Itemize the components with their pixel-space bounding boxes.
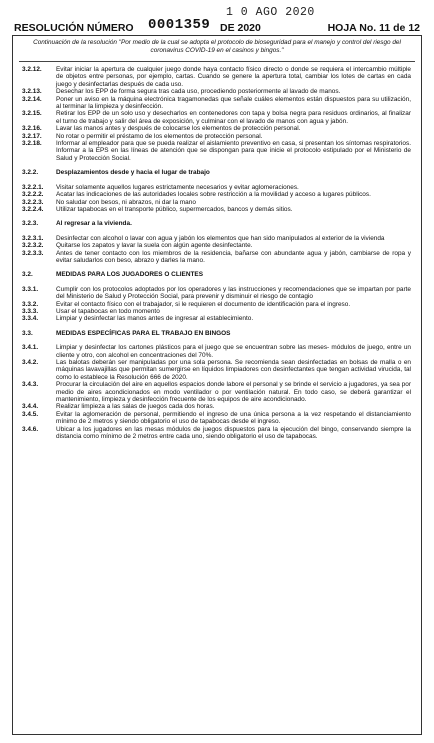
list-item [22,133,411,140]
resolution-year: DE 2020 [220,22,261,34]
item-text: Desplazamientos desde y hacia el lugar de trabajo [56,169,210,177]
list-item [22,191,411,198]
list-item [22,140,411,162]
item-number: 3.2.2.1. [22,183,44,191]
list-item [22,426,411,441]
item-number: 3.2.12. [22,66,42,73]
list-item [22,411,411,426]
spacer [22,264,411,271]
item-text: Poner un aviso en la máquina electrónica tragamonedas que señale cuáles elementos están dispuestos para su utilización, al terminar la limpieza y desinfección. [56,95,411,111]
item-text: Las balotas deberán ser manipuladas por una sola persona. Se recomienda sean desinfectadas en bolsas de malla o en máquinas lavavajillas que permitan sumergirse en líquidos limpiadores con desinfectantes que tengan actividad virucida, tal como lo establece la Resolución 666 de 2020. [56,359,411,381]
item-number: 3.4.2. [22,359,39,366]
item-number: 3.2.2.2. [22,191,44,199]
item-text: Evitar el contacto físico con el trabajador, si le requieren el documento de identificación para el ingreso. [56,300,351,308]
item-text: Evitar la aglomeración de personal, permitiendo el ingreso de una única persona a la vez respetando el distanciamiento mínimo de 2 metros y siendo obligatorio el uso de tapabocas desde el ingreso. [56,410,411,426]
item-number: 3.2.2. [22,169,39,177]
spacer [22,228,411,235]
spacer [22,279,411,286]
list-item [22,96,411,111]
list-item [22,381,411,403]
document-header [14,19,420,35]
item-number: 3.4.3. [22,381,39,389]
item-text: Visitar solamente aquellos lugares estrictamente necesarios y evitar aglomeraciones. [56,183,299,191]
spacer [22,162,411,169]
item-number: 3.4.5. [22,410,39,418]
item-text: MEDIDAS PARA LOS JUGADORES O CLIENTES [56,271,204,279]
section-heading [22,169,411,176]
list-item [22,184,411,191]
item-number: 3.3.4. [22,315,39,323]
item-text: Limpiar y desinfectar las manos antes de ingresar al establecimiento. [56,315,254,323]
item-text: Desinfectar con alcohol o lavar con agua y jabón los elementos que han sido manipulados al exterior de la vivienda [56,234,385,242]
item-number: 3.2.13. [22,88,42,96]
item-number: 3.4.4. [22,403,39,411]
item-text: MEDIDAS ESPECÍFICAS PARA EL TRABAJO EN BINGOS [56,329,231,337]
item-text: Procurar la circulación del aire en aquellos espacios donde labore el personal y se brinde el servicio a jugadores, ya sea por medio de aires acondicionados en modo ventilador o por ventilación natural. En todo caso, se deberá garantizar el mantenimiento, limpieza y desinfección frecuente de los equipos de aire acondicionado. [56,381,411,404]
item-number: 3.2.3.1. [22,234,44,242]
item-number: 3.4.6. [22,425,39,433]
document-body [22,66,411,440]
item-text: Cumplir con los protocolos adoptados por los operadores y las instrucciones y recomendaciones que se impartan por parte del Ministerio de Salud y Protección Social, para prevenir y disminuir el riesgo de contagio [56,285,411,301]
item-text: Acatar las indicaciones de las autoridades locales sobre restricción a la movilidad y acceso a lugares públicos. [56,191,371,199]
item-text: Retirar los EPP de un solo uso y desecharlos en contenedores con tapa y bolsa negra para residuos ordinarios, al finalizar el turno de trabajo y salir del área de exposición, y culminar con el lavado de manos con agua y jabón. [56,110,411,125]
spacer [22,213,411,220]
list-item [22,344,411,359]
section-heading [22,271,411,278]
item-number: 3.4.1. [22,344,39,352]
item-text: Utilizar tapabocas en el transporte público, supermercados, bancos y demás sitios. [56,205,293,213]
item-text: No saludar con besos, ni abrazos, ni dar la mano [56,198,196,206]
spacer [22,323,411,330]
item-text: Quitarse los zapatos y lavar la suela con algún agente desinfectante. [56,242,253,250]
spacer [22,177,411,184]
item-number: 3.2.18. [22,140,42,148]
section-heading [22,220,411,227]
spacer [22,337,411,344]
item-number: 3.2.3.2. [22,242,44,250]
item-text: Limpiar y desinfectar los cartones plásticos para el juego que se encuentran sobre las meses- módulos de juego, entre un cliente y otro, con alcohol en concentraciones del 70%. [56,344,411,359]
list-item [22,315,411,322]
list-item [22,286,411,301]
section-heading [22,330,411,337]
list-item [22,235,411,242]
item-number: 3.3.2. [22,300,39,308]
list-item [22,359,411,381]
item-number: 3.2.17. [22,132,42,140]
item-text: Usar el tapabocas en todo momento [56,307,160,315]
item-number: 3.2.3. [22,220,39,228]
item-number: 3.2.2.3. [22,198,44,206]
list-item [22,125,411,132]
list-item [22,88,411,95]
item-text: Realizar limpieza a las salas de juegos cada dos horas. [56,403,215,411]
item-text: Evitar iniciar la apertura de cualquier juego donde haya contacto físico directo o donde se requiera el intercambio múltiple de objetos entre personas, por ejemplo, cartas. Cuando se genere la apertura total, cambiar los lotes de cartas en cada juego y desinfectarlas después de cada uso. [56,66,411,88]
item-number: 3.3.1. [22,285,39,293]
item-number: 3.2.16. [22,125,42,133]
list-item [22,110,411,125]
item-number: 3.2.3.3. [22,249,44,257]
item-number: 3.2. [22,271,33,279]
item-text: Antes de tener contacto con los miembros de la residencia, bañarse con abundante agua y jabón, cambiarse de ropa y evitar saludarlos con beso, abrazo y darles la mano. [56,249,411,264]
list-item [22,242,411,249]
list-item [22,199,411,206]
item-number: 3.3.3. [22,307,39,315]
item-number: 3.3. [22,329,33,337]
item-text: Al regresar a la vivienda. [56,220,132,228]
resolution-label: RESOLUCIÓN NÚMERO [14,22,134,34]
list-item [22,206,411,213]
item-text: Desechar los EPP de forma segura tras cada uso, procediendo posteriormente al lavado de manos. [56,88,341,96]
page-number: HOJA No. 11 de 12 [327,22,420,34]
item-number: 3.2.15. [22,110,42,118]
date-stamp: 1 0 AGO 2020 [226,6,315,19]
list-item [22,66,411,88]
resolution-number: 0001359 [148,17,211,33]
item-text: Informar al empleador para que se pueda realizar el aislamiento preventivo en casa, si presentan los síntomas respiratorios. Informar a la EPS en las líneas de atención que se dispongan para que inicie el protocolo estipulado por el Ministerio de Salud y Protección Social. [56,140,411,162]
item-text: No rotar o permitir el préstamo de los elementos de protección personal. [56,132,263,140]
content-frame [12,35,422,735]
item-number: 3.2.2.4. [22,205,44,213]
list-item [22,301,411,308]
continuation-note: Continuación de la resolución "Por medio de la cual se adopta el protocolo de bioseguridad para el manejo y control del riesgo del coronavirus COVID-19 en el casinos y bingos." [19,39,415,62]
list-item [22,403,411,410]
list-item [22,308,411,315]
item-text: Lavar las manos antes y después de colocarse los elementos de protección personal. [56,125,301,133]
item-number: 3.2.14. [22,95,42,103]
item-text: Ubicar a los jugadores en las mesas módulos de juegos dispuestos para la ejecución del bingo, conservando siempre la distancia como mínimo de 2 metros entre cada uno, siendo obligatorio el uso de tapabocas. [56,425,411,441]
list-item [22,250,411,265]
